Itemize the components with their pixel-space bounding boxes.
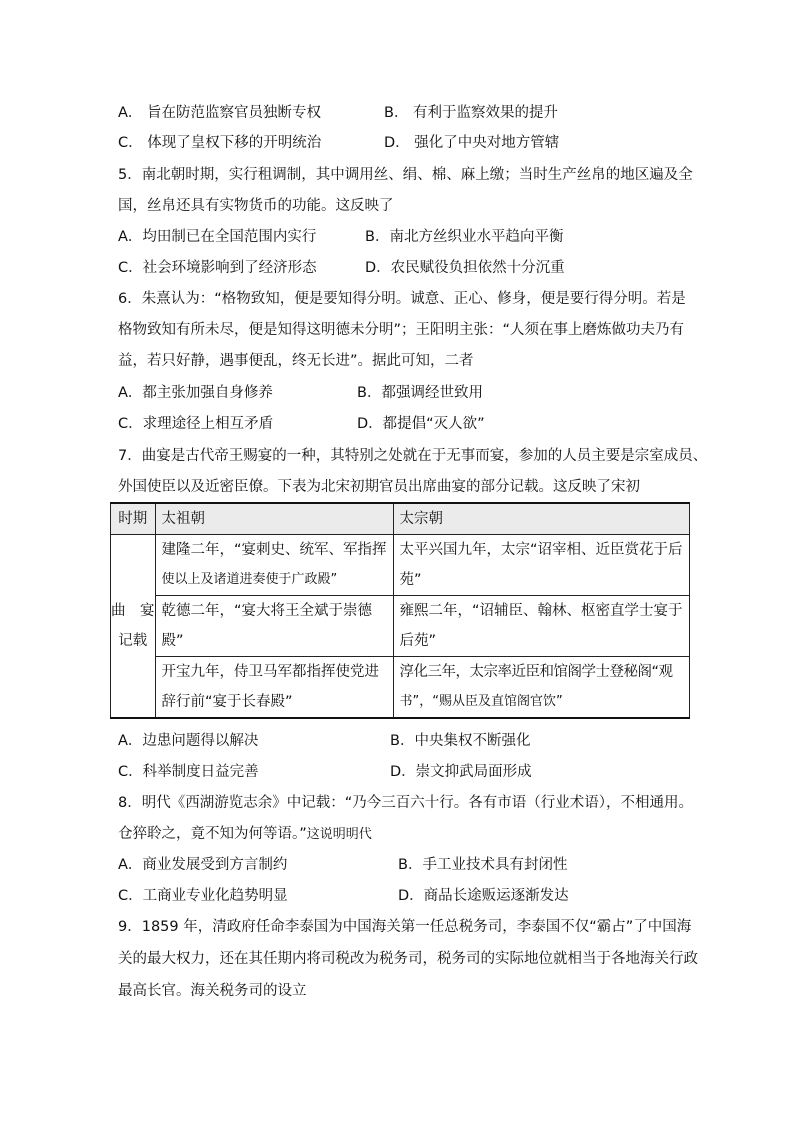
q6-stem-line2: 格物致知有所未尽，便是知得这明德未分明”；王阳明主张：“人须在事上磨炼做功夫乃有 — [118, 322, 685, 338]
table-cell — [393, 657, 689, 719]
q5-stem-line1: 5．南北朝时期，实行租调制，其中调用丝、绢、棉、麻上缴；当时生产丝帛的地区遍及全 — [118, 167, 693, 183]
q8-stem-line1: 8．明代《西湖游览志余》中记载：“乃今三百六十行。各有市语（行业术语），不相通用。 — [118, 795, 693, 811]
q7-stem-line1: 7．曲宴是古代帝王赐宴的一种，其特别之处就在于无事而宴，参加的人员主要是宗室成员、 — [118, 448, 708, 464]
q6-option-b: B．都强调经世致用 — [357, 385, 483, 401]
table-row — [111, 657, 690, 719]
q4-option-b: B． 有利于监察效果的提升 — [384, 105, 559, 121]
header-taizong: 太宗朝 — [393, 503, 689, 535]
q8-option-c: C．工商业专业化趋势明显 — [118, 888, 288, 904]
cell-line: 使以上及诸道进奏使于广政殿” — [161, 572, 338, 587]
table-cell — [155, 596, 393, 657]
q7-banquet-table — [110, 502, 690, 719]
q8-option-b: B．手工业技术具有封闭性 — [398, 857, 568, 873]
q5-option-c: C．社会环境影响到了经济形态 — [118, 260, 317, 276]
cell-line: 书”，“赐从臣及直馆阁官饮” — [399, 694, 563, 709]
header-period: 时期 — [111, 503, 156, 535]
cell-line: 苑” — [399, 572, 422, 588]
q9-stem-line2: 关的最大权力，还在其任期内将司税改为税务司，税务司的实际地位就相当于各地海关行政 — [118, 951, 698, 967]
cell-line: 建隆二年，“宴刺史、统军、军指挥 — [161, 542, 387, 558]
q4-option-a: A． 旨在防范监察官员独断专权 — [118, 105, 322, 121]
cell-line: 殿” — [161, 633, 184, 649]
table-row — [111, 596, 690, 657]
cell-line: 淳化三年，太宗率近臣和馆阁学士登秘阁“观 — [399, 664, 673, 680]
q6-option-c: C．求理途径上相互矛盾 — [118, 416, 274, 432]
q7-option-b: B．中央集权不断强化 — [390, 733, 531, 749]
q5-stem-line2: 国，丝帛还具有实物货币的功能。这反映了 — [118, 198, 394, 214]
q7-option-c: C．科举制度日益完善 — [118, 764, 259, 780]
cell-line: 乾德二年，“宴大将王全斌于崇德 — [161, 603, 373, 619]
q5-option-d: D．农民赋役负担依然十分沉重 — [365, 260, 565, 276]
cell-line: 太平兴国九年，太宗“诏宰相、近臣赏花于后 — [399, 542, 683, 558]
q7-option-a: A．边患问题得以解决 — [118, 733, 259, 749]
row-label-cell — [111, 535, 156, 719]
table-cell — [393, 535, 689, 596]
cell-line: 辞行前“宴于长春殿” — [161, 694, 293, 710]
table-cell — [155, 657, 393, 719]
header-taizu: 太祖朝 — [155, 503, 393, 535]
table-row — [111, 535, 690, 596]
q5-option-b: B．南北方丝织业水平趋向平衡 — [365, 229, 564, 245]
row-label-line1: 曲 宴 — [111, 603, 155, 619]
table-cell — [393, 596, 689, 657]
q9-stem-line3: 最高长官。海关税务司的设立 — [118, 983, 307, 999]
q9-stem-line1: 9．1859 年，清政府任命李泰国为中国海关第一任总税务司，李泰国不仅“霸占”了中国海 — [118, 919, 692, 935]
table-cell — [155, 535, 393, 596]
q8-stem-quote: 仓猝聆之，竟不知为何等语。” — [118, 826, 307, 842]
q7-stem-line2: 外国使臣以及近密臣僚。下表为北宋初期官员出席曲宴的部分记载。这反映了宋初 — [118, 479, 640, 495]
q6-option-d: D．都提倡“灭人欲” — [357, 416, 485, 432]
q6-option-a: A．都主张加强自身修养 — [118, 385, 273, 401]
table-header-row — [111, 503, 690, 535]
row-label-line2: 记载 — [118, 633, 148, 649]
cell-line: 雍熙二年，“诏辅臣、翰林、枢密直学士宴于 — [399, 603, 683, 619]
q5-option-a: A．均田制已在全国范围内实行 — [118, 229, 317, 245]
q4-option-c: C． 体现了皇权下移的开明统治 — [118, 135, 322, 151]
cell-line: 开宝九年，侍卫马军都指挥使党进 — [161, 664, 379, 680]
cell-line: 后苑” — [399, 633, 437, 649]
q8-stem-line2 — [118, 824, 372, 845]
q6-stem-line3: 益，若只好静，遇事便乱，终无长进”。据此可知，二者 — [118, 353, 474, 369]
q8-option-a: A．商业发展受到方言制约 — [118, 857, 288, 873]
q7-option-d: D．崇文抑武局面形成 — [390, 764, 532, 780]
q8-option-d: D．商品长途贩运逐渐发达 — [398, 888, 569, 904]
q6-stem-line1: 6．朱熹认为：“格物致知，便是要知得分明。诚意、正心、修身，便是要行得分明。若是 — [118, 291, 686, 307]
q4-option-d: D． 强化了中央对地方管辖 — [384, 135, 560, 151]
q8-stem-tail: 这说明明代 — [306, 827, 372, 842]
